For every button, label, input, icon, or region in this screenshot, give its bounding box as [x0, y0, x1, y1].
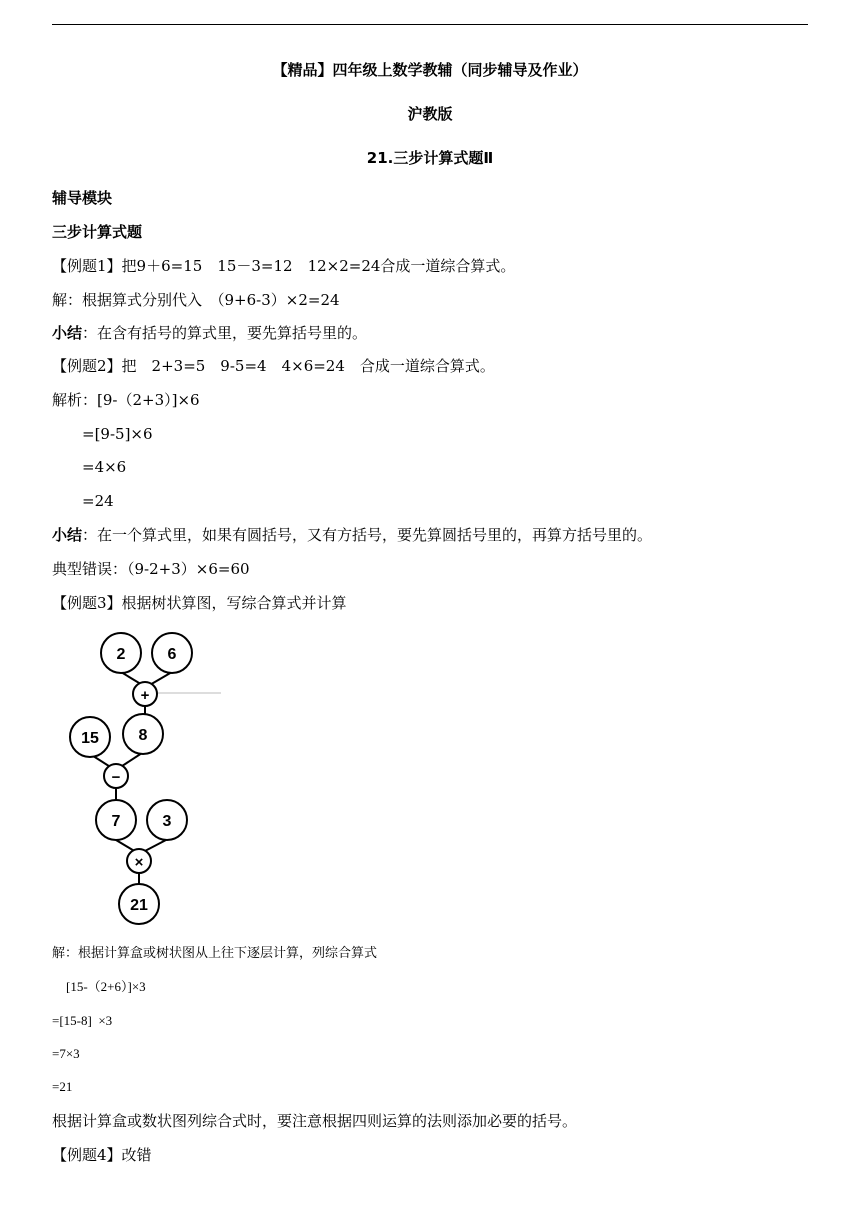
example3-prompt: 【例题3】根据树状算图，写综合算式并计算	[52, 594, 347, 612]
example2-typical-error: 典型错误：（9-2+3）×6=60	[52, 560, 250, 578]
example3-step-3: =7×3	[52, 1046, 80, 1061]
tree-node-label: 15	[81, 730, 99, 747]
summary-label: 小结	[52, 324, 83, 342]
example2-prompt: 【例题2】把 2+3=5 9-5=4 4×6=24 合成一道综合算式。	[52, 357, 495, 375]
tree-node-label: 2	[116, 646, 126, 663]
tree-node-label: 3	[162, 813, 172, 830]
summary-text: ：在含有括号的算式里，要先算括号里的。	[82, 324, 368, 342]
section-topic: 三步计算式题	[52, 223, 143, 241]
tree-node-label: 21	[130, 897, 148, 914]
example2-summary	[52, 525, 652, 545]
example1-solution: 解：根据算式分别代入 （9+6-3）×2=24	[52, 291, 340, 309]
example3-step-1: [15-（2+6）]×3	[66, 979, 146, 994]
example2-step-3: =4×6	[82, 458, 127, 476]
tree-operator-label: −	[111, 769, 121, 786]
example2-step-1: 解析：[9-（2+3）]×6	[52, 391, 200, 409]
summary-label: 小结	[52, 526, 83, 544]
header-rule	[52, 24, 808, 25]
example2-step-4: =24	[82, 492, 114, 510]
tree-node-label: 8	[138, 727, 148, 744]
example3-step-2: =[15-8] ×3	[52, 1013, 113, 1028]
tree-operator-label: +	[140, 687, 150, 704]
summary-text: ：在一个算式里，如果有圆括号，又有方括号，要先算圆括号里的，再算方括号里的。	[82, 526, 653, 544]
example1-prompt: 【例题1】把9＋6=15 15－3=12 12×2=24合成一道综合算式。	[52, 257, 516, 275]
example3-step-4: =21	[52, 1079, 73, 1094]
lesson-title: 21.三步计算式题Ⅱ	[366, 149, 494, 167]
example2-step-2: =[9-5]×6	[82, 425, 153, 443]
section-module: 辅导模块	[52, 189, 113, 207]
tree-node-label: 7	[111, 813, 121, 830]
example3-solution: 解：根据计算盒或树状图从上往下逐层计算，列综合算式	[52, 945, 378, 960]
edition-label: 沪教版	[407, 105, 453, 123]
example1-summary	[52, 323, 367, 343]
tree-diagram	[56, 628, 236, 928]
document-title: 【精品】四年级上数学教辅（同步辅导及作业）	[272, 61, 588, 79]
example4-prompt: 【例题4】改错	[52, 1146, 152, 1164]
tree-edge	[143, 840, 166, 852]
example3-note: 根据计算盒或数状图列综合式时，要注意根据四则运算的法则添加必要的括号。	[52, 1112, 578, 1130]
tree-node-label: 6	[167, 646, 177, 663]
tree-operator-label: ×	[134, 854, 144, 871]
